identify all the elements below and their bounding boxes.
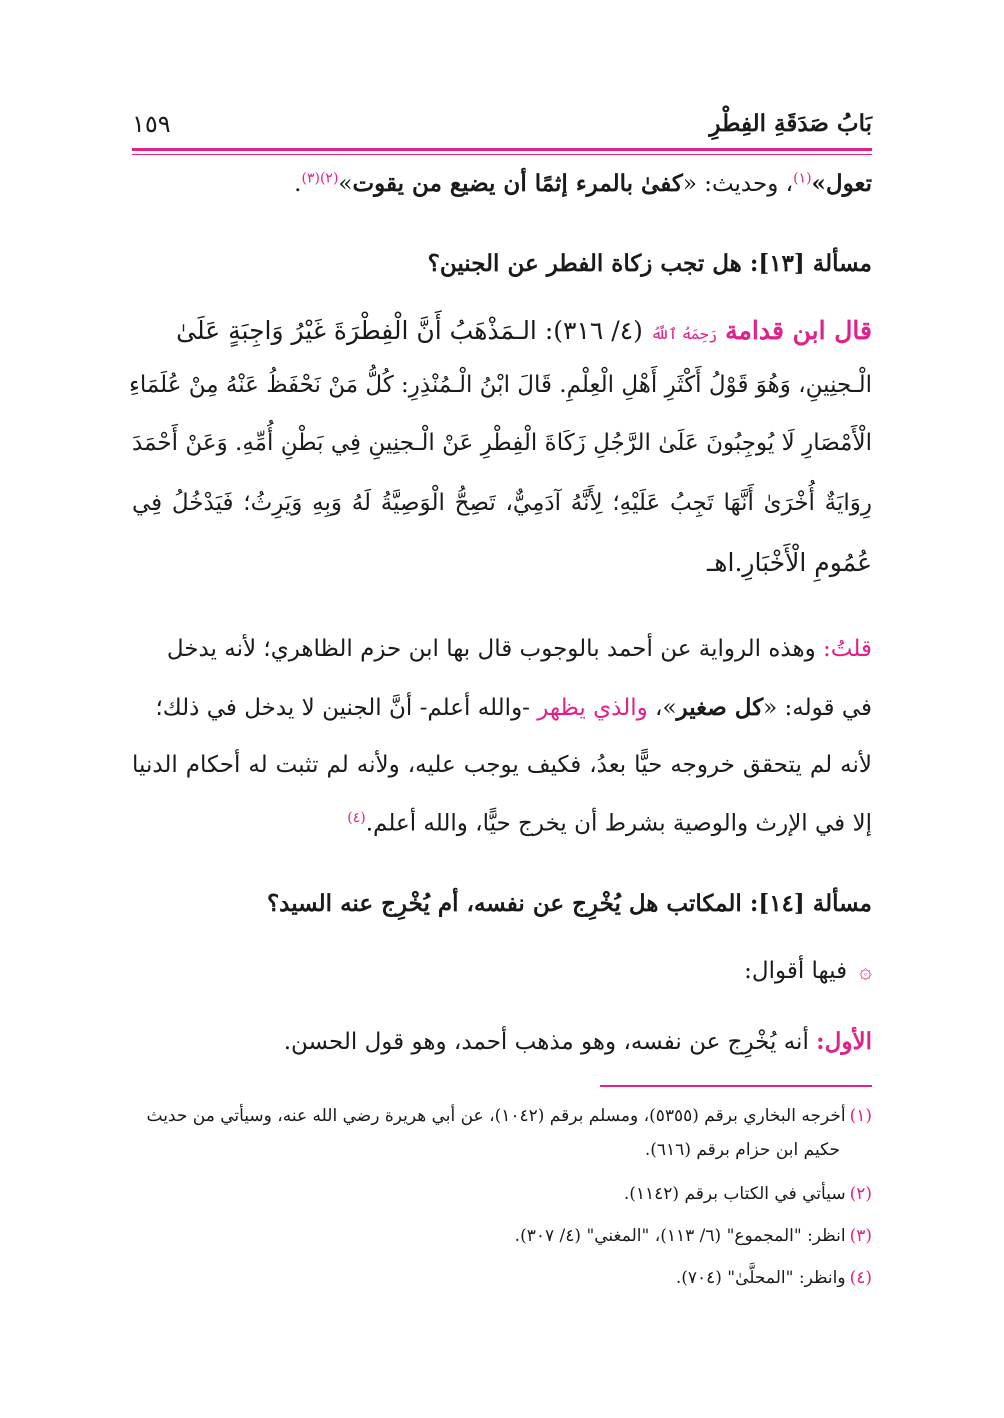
footnote-ref-1[interactable]: (١) <box>793 170 812 187</box>
commentary-line-2-a: في قوله: « <box>763 695 872 721</box>
first-opinion-text: أنه يُخْرِج عن نفسه، وهو مذهب أحمد، وهو قول الحسن. <box>283 1029 809 1055</box>
quote-line-1-rest: الـمَذْهَبُ أَنَّ الْفِطْرَةَ غَيْرُ وَاجِبَةٍ عَلَىٰ <box>176 316 537 345</box>
quote-reference: (٤/ ٣١٦): <box>544 316 643 345</box>
footnote-3-number: (٣) <box>849 1226 872 1246</box>
footnote-1 <box>132 1106 872 1126</box>
quote-author: قال ابن قدامة <box>725 316 872 345</box>
opinions-intro-text: فيها أقوال: <box>744 958 848 984</box>
header-rule-thick <box>132 148 872 151</box>
quote-line-3: الْأَمْصَارِ لَا يُوجِبُونَ عَلَىٰ الرَّجُلِ زَكَاةَ الْفِطْرِ عَنْ الْـجنِينِ فِي بَطْنِ أُمِّهِ. وَعَنْ أَحْمَدَ <box>132 430 872 456</box>
commentary-line-2-bold: كل صغير <box>676 694 764 721</box>
footnote-ref-2[interactable]: (٢) <box>319 170 339 187</box>
question-13-heading <box>132 250 872 277</box>
quote-line-1 <box>132 316 872 345</box>
footnote-2-number: (٢) <box>849 1184 872 1204</box>
intro-text-b: ، وحديث: « <box>682 171 794 197</box>
quote-line-5: عُمُومِ الْأَخْبَارِ.اهـ <box>706 548 872 577</box>
question-14-label: مسألة [١٤]: <box>749 890 872 917</box>
first-opinion <box>132 1028 872 1055</box>
footnote-4 <box>132 1268 872 1288</box>
commentary-line-1 <box>132 636 872 662</box>
opinions-intro <box>132 958 872 984</box>
page-number: ١٥٩ <box>132 110 171 138</box>
intro-text-c: » <box>338 171 353 197</box>
footnote-1-number: (١) <box>849 1106 872 1126</box>
question-14-heading <box>132 890 872 917</box>
first-opinion-label: الأول: <box>816 1028 872 1055</box>
intro-text-d: . <box>294 171 302 197</box>
commentary-line-3: لأنه لم يتحقق خروجه حيًّا بعدُ، فكيف يوجب عليه، ولأنه لم تثبت له أحكام الدنيا <box>132 752 872 778</box>
honorific: رَحِمَهُ ٱللَّهُ <box>650 325 718 343</box>
footnote-3-text: انظر: "المجموع" (٦/ ١١٣)، "المغني" (٤/ ٣٠٧). <box>514 1226 846 1246</box>
commentary-line-4 <box>132 810 872 837</box>
footnote-2-text: سيأتي في الكتاب برقم (١١٤٢). <box>623 1184 846 1204</box>
footnote-2 <box>132 1184 872 1204</box>
question-13-text: هل تجب زكاة الفطر عن الجنين؟ <box>427 250 742 277</box>
quote-line-2: الْـجنِينِ، وَهُوَ قَوْلُ أَكْثَرِ أَهْلِ الْعِلْمِ. قَالَ ابْنُ الْـمُنْذِرِ: كُلُّ مَنْ نَحْفَظُ عَنْهُ مِنْ عُلَمَاءِ <box>129 372 872 398</box>
chapter-title: بَابُ صَدَقَةِ الفِطْرِ <box>709 110 872 137</box>
commentary-line-2-c: -والله أعلم- أنَّ الجنين لا يدخل في ذلك؛ <box>155 695 538 721</box>
ornament-icon: ۞ <box>859 959 872 984</box>
footnote-3 <box>132 1226 872 1246</box>
footnote-1-continuation: حكيم ابن حزام برقم (٦١٦). <box>644 1140 840 1160</box>
question-13-label: مسألة [١٣]: <box>749 250 872 277</box>
commentary-line-1-rest: وهذه الرواية عن أحمد بالوجوب قال بها ابن حزم الظاهري؛ لأنه يدخل <box>166 636 816 662</box>
intro-line <box>132 170 872 197</box>
footnote-ref-3[interactable]: (٣) <box>301 170 320 187</box>
footnote-1-line-1: أخرجه البخاري برقم (٥٣٥٥)، ومسلم برقم (١٠٤٢)، عن أبي هريرة رضي الله عنه، وسيأتي من حديث <box>146 1106 846 1126</box>
running-header <box>132 108 872 148</box>
commentary-line-2 <box>132 694 872 721</box>
footnote-rule <box>600 1085 872 1087</box>
commentary-label: قلتُ: <box>823 636 872 662</box>
footnote-4-number: (٤) <box>849 1268 872 1288</box>
hadith-quote: كفىٰ بالمرء إثمًا أن يضيع من يقوت <box>352 170 683 197</box>
quote-line-4: رِوَايَةٌ أُخْرَىٰ أَنَّهَا تَجِبُ عَلَيْهِ؛ لِأَنَّهُ آدَمِيٌّ، تَصِحُّ الْوَصِيَّةُ لَهُ وَبِهِ وَيَرِثُ؛ فَيَدْخُلُ فِي <box>132 490 872 516</box>
header-rule-thin <box>132 154 872 155</box>
question-14-text: المكاتب هل يُخْرِج عن نفسه، أم يُخْرِج عنه السيد؟ <box>266 890 742 917</box>
commentary-line-2-b: »، <box>647 695 677 721</box>
footnote-4-text: وانظر: "المحلَّىٰ" (٧٠٤). <box>675 1268 846 1288</box>
commentary-line-4-text: إلا في الإرث والوصية بشرط أن يخرج حيًّا، والله أعلم. <box>365 810 872 837</box>
intro-text-a: تعول» <box>811 170 872 197</box>
commentary-line-2-pink: والذي يظهر <box>537 695 648 721</box>
footnote-ref-4[interactable]: (٤) <box>347 810 366 826</box>
